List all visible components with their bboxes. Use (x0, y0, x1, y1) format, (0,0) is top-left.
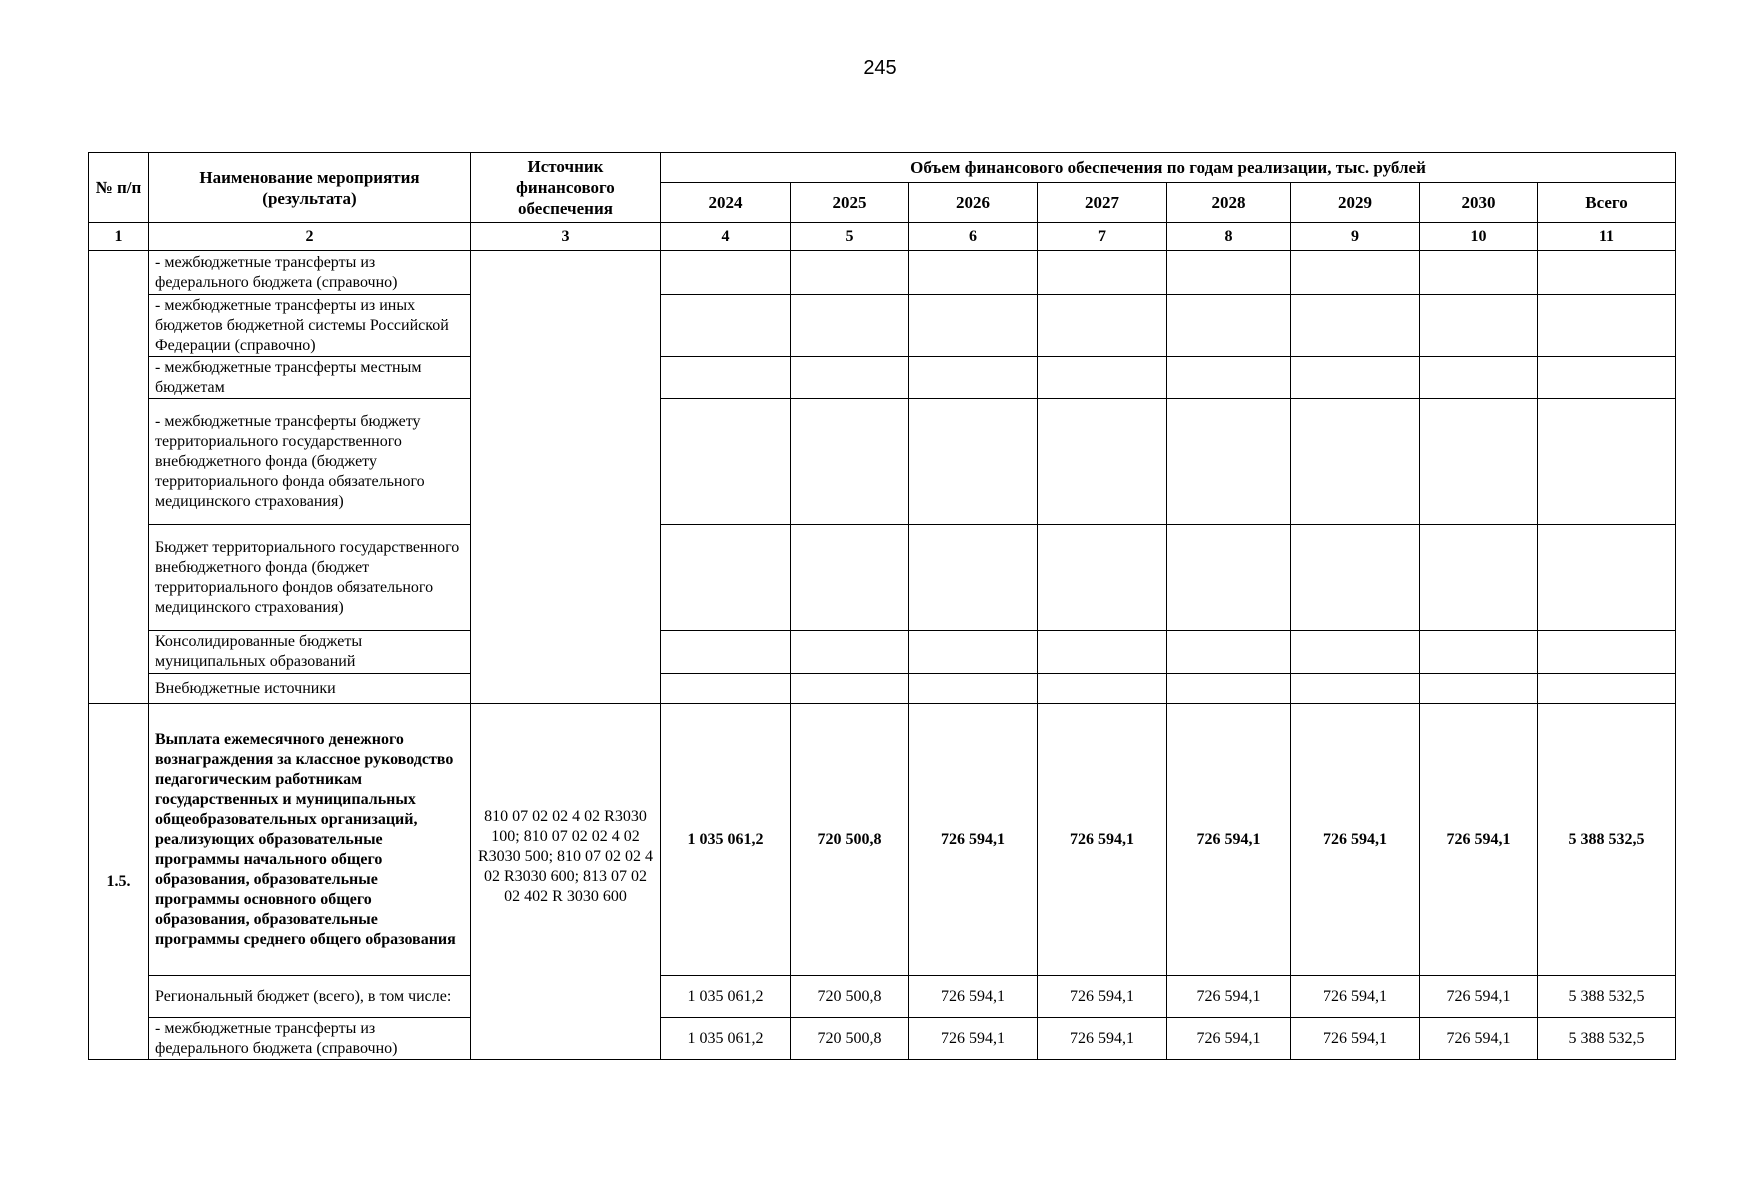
table-row (89, 976, 1676, 1018)
column-number: 7 (1038, 223, 1167, 251)
row-name: - межбюджетные трансферты из иных бюджетов бюджетной системы Российской Федерации (справочно) (149, 295, 471, 357)
source-empty (471, 251, 661, 704)
table-row (89, 631, 1676, 674)
value-total: 5 388 532,5 (1538, 976, 1676, 1018)
value-2030: 726 594,1 (1420, 1018, 1538, 1060)
value-total: 5 388 532,5 (1538, 704, 1676, 976)
value-2026: 726 594,1 (909, 704, 1038, 976)
header-source: Источник финансового обеспечения (471, 153, 661, 223)
header-volume: Объем финансового обеспечения по годам реализации, тыс. рублей (661, 153, 1676, 183)
header-year-2028: 2028 (1167, 183, 1291, 223)
value-2026: 726 594,1 (909, 976, 1038, 1018)
value-2027: 726 594,1 (1038, 1018, 1167, 1060)
value-2027: 726 594,1 (1038, 704, 1167, 976)
value-2024: 1 035 061,2 (661, 704, 791, 976)
value-2030: 726 594,1 (1420, 976, 1538, 1018)
value-2028: 726 594,1 (1167, 976, 1291, 1018)
column-numbers-row (89, 223, 1676, 251)
header-row-1 (89, 153, 1676, 183)
header-year-2030: 2030 (1420, 183, 1538, 223)
value-2029: 726 594,1 (1291, 704, 1420, 976)
table-row (89, 1018, 1676, 1060)
value-2029: 726 594,1 (1291, 1018, 1420, 1060)
row-source: 810 07 02 02 4 02 R3030 100; 810 07 02 02 4 02 R3030 500; 810 07 02 02 4 02 R3030 600; 813 07 02 02 402 R 3030 600 (471, 704, 661, 1060)
row-name: Консолидированные бюджеты муниципальных образований (149, 631, 471, 674)
row-name: - межбюджетные трансферты из федерального бюджета (справочно) (149, 251, 471, 295)
header-num: № п/п (89, 153, 149, 223)
column-number: 2 (149, 223, 471, 251)
table-row (89, 251, 1676, 295)
column-number: 5 (791, 223, 909, 251)
column-number: 10 (1420, 223, 1538, 251)
header-year-2027: 2027 (1038, 183, 1167, 223)
row-name: - межбюджетные трансферты из федерального бюджета (справочно) (149, 1018, 471, 1060)
header-year-2025: 2025 (791, 183, 909, 223)
value-2029: 726 594,1 (1291, 976, 1420, 1018)
value-2024: 1 035 061,2 (661, 976, 791, 1018)
value-2026: 726 594,1 (909, 1018, 1038, 1060)
row-name: - межбюджетные трансферты бюджету территориального государственного внебюджетного фонда (бюджету территориального фонда обязательного медицинского страхования) (149, 399, 471, 525)
row-name: Выплата ежемесячного денежного вознаграждения за классное руководство педагогическим работникам государственных и муниципальных общеобразовательных организаций, реализующих образовательные программы начального общего образования, образовательные программы основного общего образования, образовательные программы среднего общего образования (149, 704, 471, 976)
header-year-2024: 2024 (661, 183, 791, 223)
value-2025: 720 500,8 (791, 704, 909, 976)
row-name: Внебюджетные источники (149, 674, 471, 704)
row-name: Бюджет территориального государственного внебюджетного фонда (бюджет территориального фондов обязательного медицинского страхования) (149, 525, 471, 631)
row-name: Региональный бюджет (всего), в том числе: (149, 976, 471, 1018)
table-row (89, 295, 1676, 357)
row-number-empty (89, 251, 149, 704)
value-2025: 720 500,8 (791, 976, 909, 1018)
financing-table (88, 152, 1676, 1060)
value-total: 5 388 532,5 (1538, 1018, 1676, 1060)
row-name: - межбюджетные трансферты местным бюджетам (149, 357, 471, 399)
table-row-main (89, 704, 1676, 976)
column-number: 9 (1291, 223, 1420, 251)
table-row (89, 399, 1676, 525)
header-total: Всего (1538, 183, 1676, 223)
table-row (89, 525, 1676, 631)
column-number: 11 (1538, 223, 1676, 251)
value-2028: 726 594,1 (1167, 1018, 1291, 1060)
value-2030: 726 594,1 (1420, 704, 1538, 976)
value-2024: 1 035 061,2 (661, 1018, 791, 1060)
page-number: 245 (863, 57, 897, 79)
row-number: 1.5. (89, 704, 149, 1060)
header-name: Наименование мероприятия (результата) (149, 153, 471, 223)
column-number: 1 (89, 223, 149, 251)
column-number: 4 (661, 223, 791, 251)
table-row (89, 357, 1676, 399)
column-number: 6 (909, 223, 1038, 251)
header-year-2026: 2026 (909, 183, 1038, 223)
table-row (89, 674, 1676, 704)
column-number: 3 (471, 223, 661, 251)
column-number: 8 (1167, 223, 1291, 251)
header-year-2029: 2029 (1291, 183, 1420, 223)
value-2028: 726 594,1 (1167, 704, 1291, 976)
value-2025: 720 500,8 (791, 1018, 909, 1060)
value-2027: 726 594,1 (1038, 976, 1167, 1018)
